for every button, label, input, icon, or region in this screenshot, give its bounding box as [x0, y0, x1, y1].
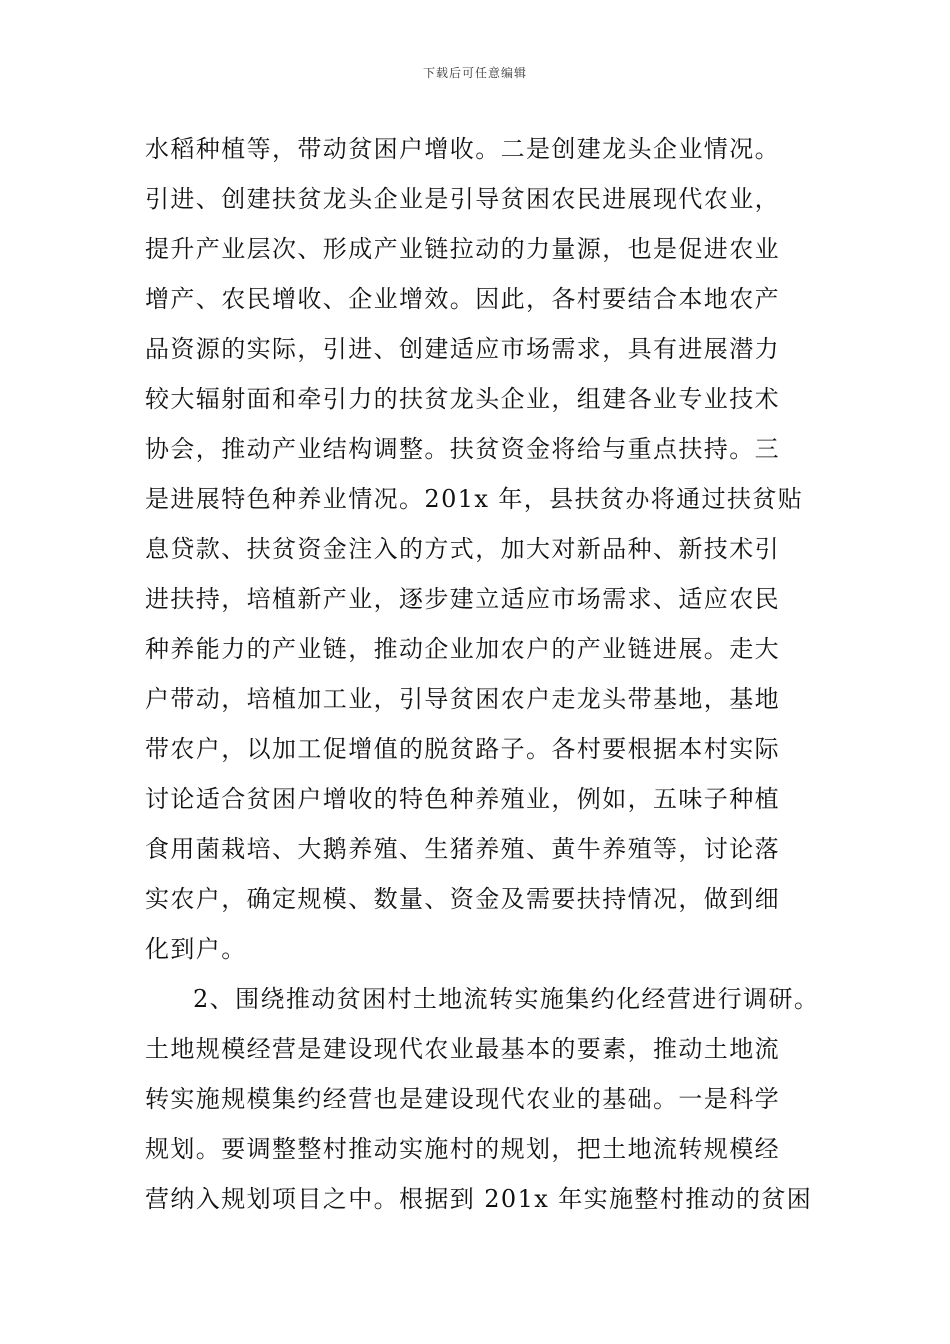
text-line: 规划。要调整整村推动实施村的规划，把土地流转规模经: [145, 1135, 780, 1163]
text-line: 带农户，以加工促增值的脱贫路子。各村要根据本村实际: [145, 735, 780, 763]
text-line: 协会，推动产业结构调整。扶贫资金将给与重点扶持。三: [145, 435, 780, 463]
text-line: 营纳入规划项目之中。根据到 201x 年实施整村推动的贫困: [145, 1185, 813, 1213]
text-line: 较大辐射面和牵引力的扶贫龙头企业，组建各业专业技术: [145, 385, 780, 413]
text-line: 引进、创建扶贫龙头企业是引导贫困农民进展现代农业，: [145, 185, 780, 213]
text-line: 种养能力的产业链，推动企业加农户的产业链进展。走大: [145, 635, 780, 663]
text-line: 水稻种植等，带动贫困户增收。二是创建龙头企业情况。: [145, 135, 780, 163]
text-line: 实农户，确定规模、数量、资金及需要扶持情况，做到细: [145, 885, 780, 913]
text-line: 进扶持，培植新产业，逐步建立适应市场需求、适应农民: [145, 585, 780, 613]
page-header: 下载后可任意编辑: [422, 66, 527, 80]
text-line: 增产、农民增收、企业增效。因此，各村要结合本地农产: [145, 285, 780, 313]
text-line: 食用菌栽培、大鹅养殖、生猪养殖、黄牛养殖等，讨论落: [145, 835, 780, 863]
paragraph-start-line: 2、围绕推动贫困村土地流转实施集约化经营进行调研。: [193, 985, 820, 1013]
text-line: 土地规模经营是建设现代农业最基本的要素，推动土地流: [145, 1035, 780, 1063]
text-line: 提升产业层次、形成产业链拉动的力量源，也是促进农业: [145, 235, 780, 263]
text-line: 户带动，培植加工业，引导贫困农户走龙头带基地，基地: [145, 685, 780, 713]
text-line: 是进展特色种养业情况。201x 年，县扶贫办将通过扶贫贴: [145, 485, 804, 513]
text-line: 转实施规模集约经营也是建设现代农业的基础。一是科学: [145, 1085, 780, 1113]
text-line: 息贷款、扶贫资金注入的方式，加大对新品种、新技术引: [145, 535, 780, 563]
document-body: [145, 124, 820, 1224]
text-line: 品资源的实际，引进、创建适应市场需求，具有进展潜力: [145, 335, 780, 363]
text-line: 讨论适合贫困户增收的特色种养殖业，例如，五味子种植: [145, 785, 780, 813]
text-line: 化到户。: [145, 935, 247, 963]
